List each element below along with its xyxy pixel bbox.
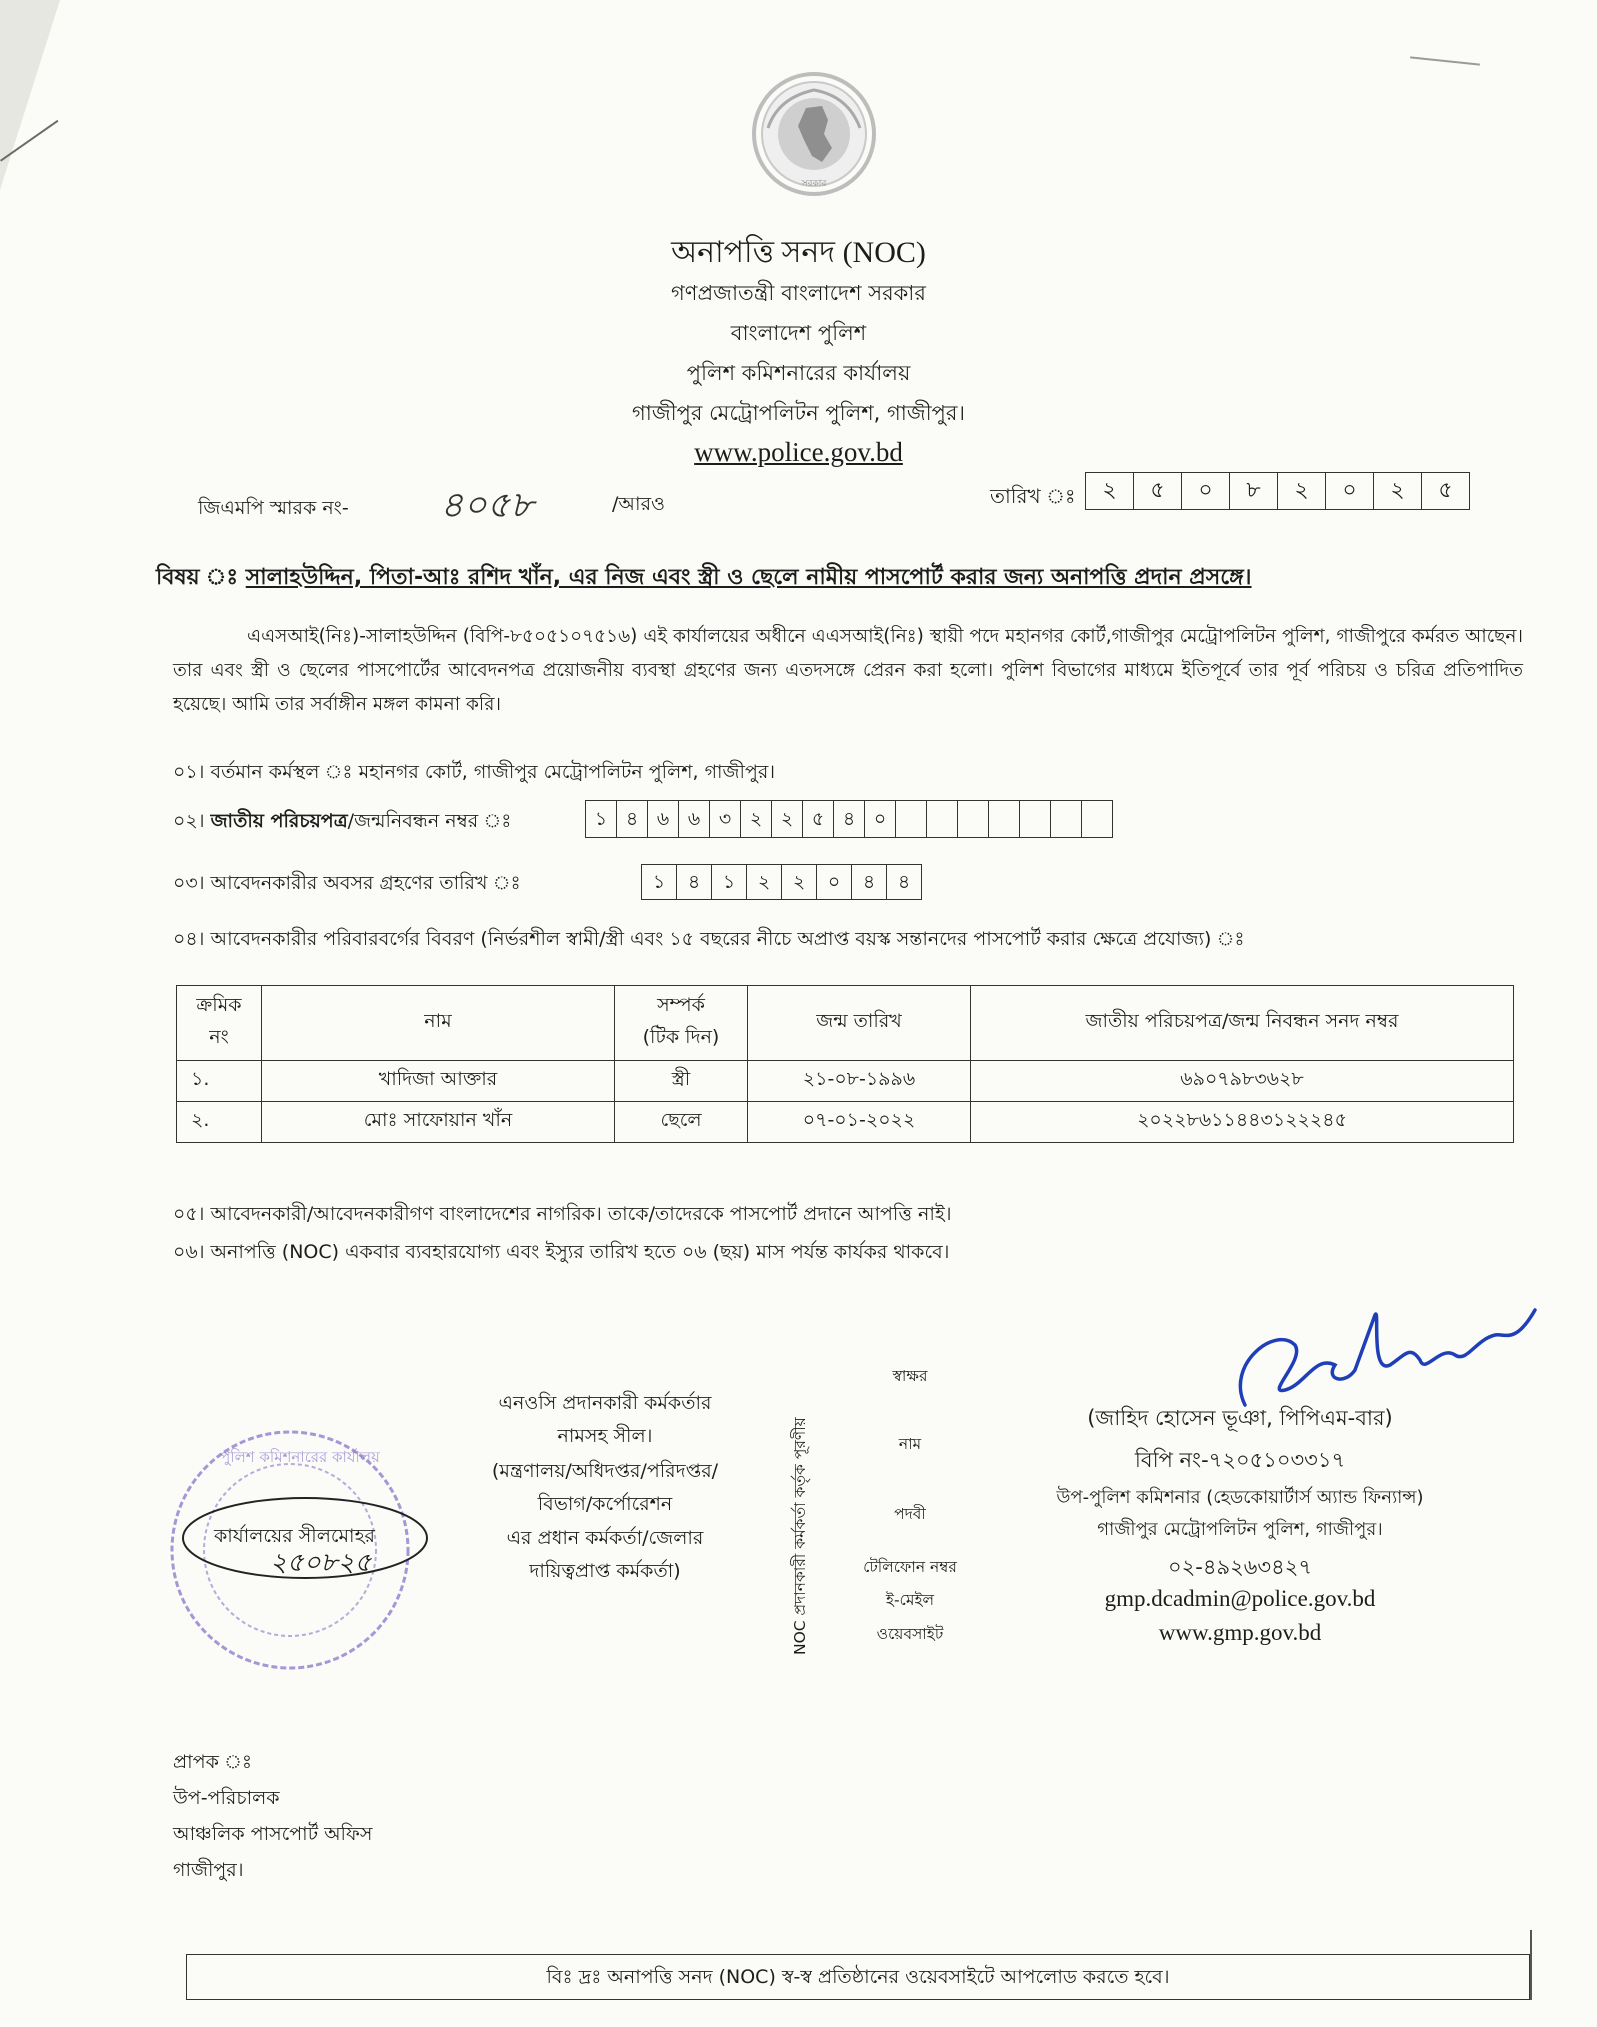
header-line-gmp: গাজীপুর মেট্রোপলিটন পুলিশ, গাজীপুর। <box>632 401 965 425</box>
signatory-bp-number: বিপি নং-৭২০৫১০৩৩১৭ <box>1134 1448 1346 1472</box>
digit-cell <box>1020 801 1051 837</box>
family-details-table <box>176 985 1514 1143</box>
digit-cell <box>1051 801 1082 837</box>
noc-officer-line-1: এনওসি প্রদানকারী কর্মকর্তার <box>498 1392 712 1414</box>
memo-number-handwritten: ৪০৫৮ <box>440 485 534 526</box>
field-label-name: নাম <box>898 1435 922 1453</box>
body-paragraph: এএসআই(নিঃ)-সালাহউদ্দিন (বিপি-৮৫০৫১০৭৫১৬) এই কার্যালয়ের অধীনে এএসআই(নিঃ) স্থায়ী পদে মহানগর কোর্ট,গাজীপুর মেট্রোপলিটন পুলিশ, গাজীপুরে কর্মরত আছেন। তার এবং স্ত্রী ও ছেলের পাসপোর্টের আবেদনপত্র প্রয়োজনীয় ব্যবস্থা গ্রহণের জন্য এতদসঙ্গে প্রেরন করা হলো। পুলিশ বিভাগের মাধ্যমে ইতিপূর্বে তার পূর্ব পরিচয় ও চরিত্র প্রতিপাদিত হয়েছে। আমি তার সর্বাঙ্গীন মঙ্গল কামনা করি। <box>173 626 1523 715</box>
scan-edge-line <box>1530 1930 1532 2000</box>
digit-cell <box>1082 801 1112 837</box>
header-dob: জন্ম তারিখ <box>748 986 971 1061</box>
header-relation: সম্পর্ক (টিক দিন) <box>615 986 748 1061</box>
digit-cell: ০ <box>817 865 852 899</box>
digit-cell <box>927 801 958 837</box>
digit-cell: ২ <box>1278 473 1326 509</box>
item-nid-label-rest: /জন্মনিবন্ধন নম্বর ঃ <box>347 810 512 832</box>
cell-dob: ০৭-০১-২০২২ <box>748 1102 971 1143</box>
digit-cell: ৬ <box>679 801 710 837</box>
cell-relation: স্ত্রী <box>615 1061 748 1102</box>
digit-cell: ০ <box>1326 473 1374 509</box>
cell-serial: ১. <box>177 1061 262 1102</box>
signatory-designation: উপ-পুলিশ কমিশনার (হেডকোয়ার্টার্স অ্যান্ড ফিন্যান্স) <box>1056 1487 1424 1508</box>
digit-cell: ২ <box>772 801 803 837</box>
item-nid-label <box>173 807 511 839</box>
header-nid: জাতীয় পরিচয়পত্র/জন্ম নিবন্ধন সনদ নম্বর <box>971 986 1514 1061</box>
item-citizenship-statement: ০৫। আবেদনকারী/আবেদনকারীগণ বাংলাদেশের নাগরিক। তাকে/তাদেরকে পাসপোর্ট প্রদানে আপত্তি নাই। <box>173 1203 952 1225</box>
document-title: অনাপত্তি সনদ (NOC) <box>671 236 926 269</box>
field-label-website: ওয়েবসাইট <box>876 1625 944 1643</box>
digit-cell: ৫ <box>1134 473 1182 509</box>
field-label-signature: স্বাক্ষর <box>892 1367 928 1385</box>
emblem-lettering: সরকার <box>801 179 827 189</box>
item-nid-number: ০২। <box>173 810 205 832</box>
signatory-phone: ০২-৪৯২৬৩৪২৭ <box>1167 1555 1313 1579</box>
signatory-website-link[interactable]: www.gmp.gov.bd <box>1158 1620 1322 1645</box>
recipient-line-1: উপ-পরিচালক <box>173 1787 280 1809</box>
item-current-workplace: ০১। বর্তমান কর্মস্থল ঃ মহানগর কোর্ট, গাজীপুর মেট্রোপলিটন পুলিশ, গাজীপুর। <box>173 761 776 783</box>
digit-cell: ৮ <box>1230 473 1278 509</box>
date-label: তারিখ ঃ <box>990 484 1076 508</box>
recipient-label: প্রাপক ঃ <box>173 1751 253 1773</box>
header-website-link[interactable]: www.police.gov.bd <box>694 437 903 467</box>
subject-text: সালাহউদ্দিন, পিতা-আঃ রশিদ খাঁন, এর নিজ এবং স্ত্রী ও ছেলে নামীয় পাসপোর্ট করার জন্য অনাপত্তি প্রদান প্রসঙ্গে। <box>245 565 1252 590</box>
handwritten-signature <box>1205 1285 1575 1415</box>
digit-cell: ৫ <box>1438 478 1453 503</box>
header-name: নাম <box>262 986 615 1061</box>
seal-stamp-lettering: পুলিশ কমিশনারের কার্যালয় <box>220 1448 380 1466</box>
digit-cell: ৬ <box>648 801 679 837</box>
cell-dob: ২১-০৮-১৯৯৬ <box>748 1061 971 1102</box>
cell-relation: ছেলে <box>615 1102 748 1143</box>
header-line-office: পুলিশ কমিশনারের কার্যালয় <box>686 361 911 385</box>
recipient-line-2: আঞ্চলিক পাসপোর্ট অফিস <box>173 1823 373 1845</box>
footer-note: বিঃ দ্রঃ অনাপত্তি সনদ (NOC) স্ব-স্ব প্রতিষ্ঠানের ওয়েবসাইটে আপলোড করতে হবে। <box>186 1954 1530 2000</box>
digit-cell: ২ <box>747 865 782 899</box>
digit-cell <box>989 801 1020 837</box>
subject-label: বিষয় ঃ <box>156 565 239 590</box>
cell-nid: ২০২২৮৬১১৪৪৩১২২২৪৫ <box>971 1102 1514 1143</box>
digit-cell: ৪ <box>834 801 865 837</box>
digit-cell <box>958 801 989 837</box>
date-digit-grid <box>1085 472 1470 510</box>
digit-cell: ৪ <box>852 865 887 899</box>
item-retirement-date-label: ০৩। আবেদনকারীর অবসর গ্রহণের তারিখ ঃ <box>173 872 521 894</box>
memo-suffix: /আরও <box>612 493 665 515</box>
signatory-office: গাজীপুর মেট্রোপলিটন পুলিশ, গাজীপুর। <box>1097 1519 1383 1540</box>
digit-cell: ৩ <box>710 801 741 837</box>
vertical-note: NOC প্রদানকারী কর্মকর্তা কর্তৃক পূরণীয় <box>791 1417 809 1655</box>
digit-cell: ২ <box>1086 473 1134 509</box>
seal-label: কার্যালয়ের সীলমোহর <box>214 1525 376 1547</box>
digit-cell: ১ <box>642 865 677 899</box>
noc-officer-line-4: বিভাগ/কর্পোরেশন <box>537 1493 673 1515</box>
field-label-email: ই-মেইল <box>885 1591 935 1609</box>
noc-officer-line-2: নামসহ সীল। <box>557 1425 653 1447</box>
digit-cell: ০ <box>1182 473 1230 509</box>
seal-date-handwritten: ২৫০৮২৫ <box>270 1548 372 1578</box>
signatory-email-link[interactable]: gmp.dcadmin@police.gov.bd <box>1104 1586 1376 1611</box>
recipient-line-3: গাজীপুর। <box>173 1859 244 1881</box>
cell-serial: ২. <box>177 1102 262 1143</box>
field-label-phone: টেলিফোন নম্বর <box>863 1558 957 1576</box>
item-validity-statement: ০৬। অনাপত্তি (NOC) একবার ব্যবহারযোগ্য এবং ইস্যুর তারিখ হতে ০৬ (ছয়) মাস পর্যন্ত কার্যকর থাকবে। <box>173 1241 950 1263</box>
item-family-details-label: ০৪। আবেদনকারীর পরিবারবর্গের বিবরণ (নির্ভরশীল স্বামী/স্ত্রী এবং ১৫ বছরের নীচে অপ্রাপ্ত বয়স্ক সন্তানদের পাসপোর্ট করার ক্ষেত্রে প্রযোজ্য) ঃ <box>173 928 1245 950</box>
digit-cell: ৫ <box>803 801 834 837</box>
memo-label: জিএমপি স্মারক নং- <box>198 497 349 519</box>
field-label-designation: পদবী <box>894 1505 926 1523</box>
noc-officer-line-6: দায়িত্বপ্রাপ্ত কর্মকর্তা) <box>529 1560 681 1582</box>
digit-cell: ৪ <box>897 871 911 893</box>
header-line-police: বাংলাদেশ পুলিশ <box>730 321 867 345</box>
digit-cell: ৪ <box>677 865 712 899</box>
digit-cell: ০ <box>865 801 896 837</box>
cell-name: খাদিজা আক্তার <box>262 1061 615 1102</box>
retirement-date-digit-grid <box>641 864 922 900</box>
noc-officer-line-5: এর প্রধান কর্মকর্তা/জেলার <box>506 1527 704 1549</box>
subject-line <box>156 560 1252 597</box>
digit-cell: ৪ <box>617 801 648 837</box>
header-line-government: গণপ্রজাতন্ত্রী বাংলাদেশ সরকার <box>671 281 926 305</box>
bangladesh-govt-emblem-icon <box>748 68 880 218</box>
signatory-name: (জাহিদ হোসেন ভূঞা, পিপিএম-বার) <box>1087 1406 1393 1430</box>
digit-cell: ১ <box>586 801 617 837</box>
cell-nid: ৬৯০৭৯৮৩৬২৮ <box>971 1061 1514 1102</box>
page-fold-shadow <box>0 0 60 190</box>
item-nid-label-bold: জাতীয় পরিচয়পত্র <box>210 810 348 832</box>
cell-name: মোঃ সাফোয়ান খাঁন <box>262 1102 615 1143</box>
digit-cell: ১ <box>712 865 747 899</box>
nid-digit-grid <box>585 800 1113 838</box>
digit-cell: ২ <box>741 801 772 837</box>
digit-cell <box>896 801 927 837</box>
table-header-row <box>177 986 1514 1061</box>
pen-mark <box>1410 56 1480 65</box>
noc-officer-line-3: (মন্ত্রণালয়/অধিদপ্তর/পরিদপ্তর/ <box>491 1460 719 1482</box>
header-serial: ক্রমিক নং <box>177 986 262 1061</box>
table-row <box>177 1061 1514 1102</box>
digit-cell: ২ <box>1374 473 1422 509</box>
digit-cell: ২ <box>782 865 817 899</box>
table-row <box>177 1102 1514 1143</box>
